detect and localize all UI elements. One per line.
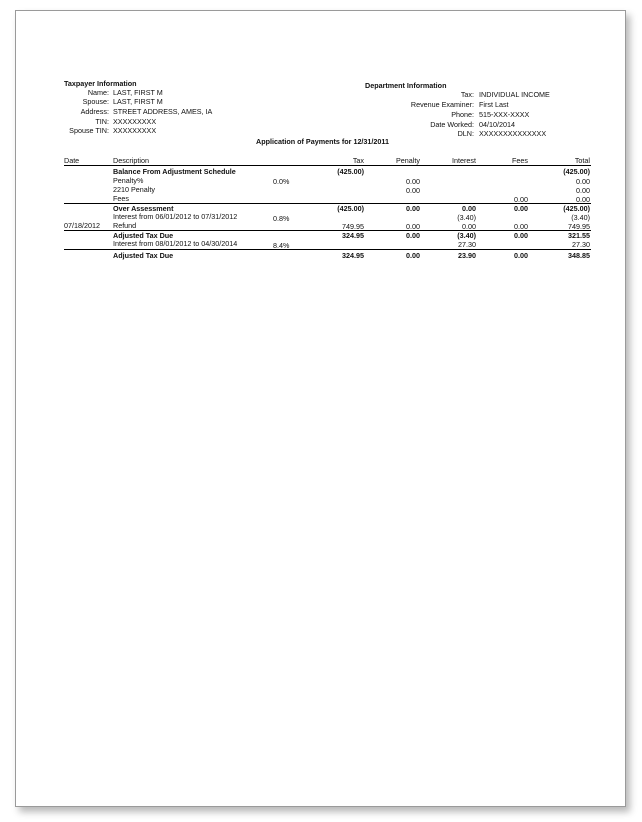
col-header-penalty: Penalty [396,156,420,165]
row-interest: 23.90 [458,251,476,260]
row-total: 321.55 [568,231,590,240]
row-penalty: 0.00 [406,222,420,231]
row-penalty: 0.00 [406,251,420,260]
spouse-label: Spouse: [82,97,109,106]
dept-tax-value: INDIVIDUAL INCOME [479,90,550,99]
row-rule [64,249,591,250]
spouse-tin-label: Spouse TIN: [69,126,109,135]
col-header-tax: Tax [352,156,364,165]
row-total: 749.95 [568,222,590,231]
row-rate: 0.8% [273,214,290,223]
row-total: 27.30 [572,240,590,249]
row-total: 0.00 [576,186,590,195]
examiner-value: First Last [479,100,509,109]
row-description: Adjusted Tax Due [113,251,174,260]
row-description: 2210 Penalty [113,185,155,194]
examiner-label: Revenue Examiner: [410,100,474,109]
date-worked-label: Date Worked: [430,120,474,129]
row-description: Interest from 08/01/2012 to 04/30/2014 [113,239,238,248]
address-label: Address: [80,107,109,116]
row-penalty: 0.00 [406,231,420,240]
dln-label: DLN: [457,129,474,138]
row-description: Interest from 06/01/2012 to 07/31/2012 [113,212,238,221]
page-title: Application of Payments for 12/31/2011 [256,137,390,146]
date-worked-value: 04/10/2014 [479,120,515,129]
name-value: LAST, FIRST M [113,88,163,97]
col-header-interest: Interest [452,156,476,165]
document-page [15,10,626,807]
row-total: (425.00) [563,204,590,213]
row-fees: 0.00 [514,251,528,260]
row-interest: 0.00 [462,222,476,231]
row-tax: (425.00) [337,167,364,176]
row-total: 0.00 [576,195,590,204]
phone-label: Phone: [451,110,474,119]
row-total: 348.85 [568,251,590,260]
row-tax: (425.00) [337,204,364,213]
row-interest: 27.30 [458,240,476,249]
row-fees: 0.00 [514,204,528,213]
row-interest: 0.00 [462,204,476,213]
row-description: Penalty% [113,176,144,185]
col-header-fees: Fees [512,156,528,165]
row-interest: (3.40) [457,231,476,240]
tin-label: TIN: [95,117,109,126]
spouse-tin-value: XXXXXXXXX [113,126,157,135]
col-header-date: Date [64,156,80,165]
row-total: 0.00 [576,177,590,186]
row-tax: 324.95 [342,251,364,260]
address-value: STREET ADDRESS, AMES, IA [113,107,213,116]
row-date: 07/18/2012 [64,221,100,230]
spouse-value: LAST, FIRST M [113,97,163,106]
col-header-total: Total [574,156,590,165]
dln-value: XXXXXXXXXXXXXX [479,129,547,138]
dept-tax-label: Tax: [460,90,474,99]
row-fees: 0.00 [514,222,528,231]
row-description: Over Assessment [113,204,174,213]
row-tax: 749.95 [342,222,364,231]
row-interest: (3.40) [457,213,476,222]
row-fees: 0.00 [514,195,528,204]
row-total: (3.40) [571,213,590,222]
header-rule [64,165,591,166]
taxpayer-heading: Taxpayer Information [64,79,137,88]
name-label: Name: [87,88,109,97]
row-penalty: 0.00 [406,177,420,186]
row-penalty: 0.00 [406,204,420,213]
phone-value: 515-XXX-XXXX [479,110,530,119]
row-total: (425.00) [563,167,590,176]
col-header-description: Description [113,156,149,165]
department-heading: Department Information [365,81,447,90]
row-description: Adjusted Tax Due [113,231,174,240]
row-fees: 0.00 [514,231,528,240]
row-description: Refund [113,221,137,230]
tin-value: XXXXXXXXX [113,117,157,126]
row-description: Fees [113,194,129,203]
row-description: Balance From Adjustment Schedule [113,167,236,176]
row-rate: 8.4% [273,241,290,250]
row-tax: 324.95 [342,231,364,240]
row-penalty: 0.00 [406,186,420,195]
row-rate: 0.0% [273,177,290,186]
